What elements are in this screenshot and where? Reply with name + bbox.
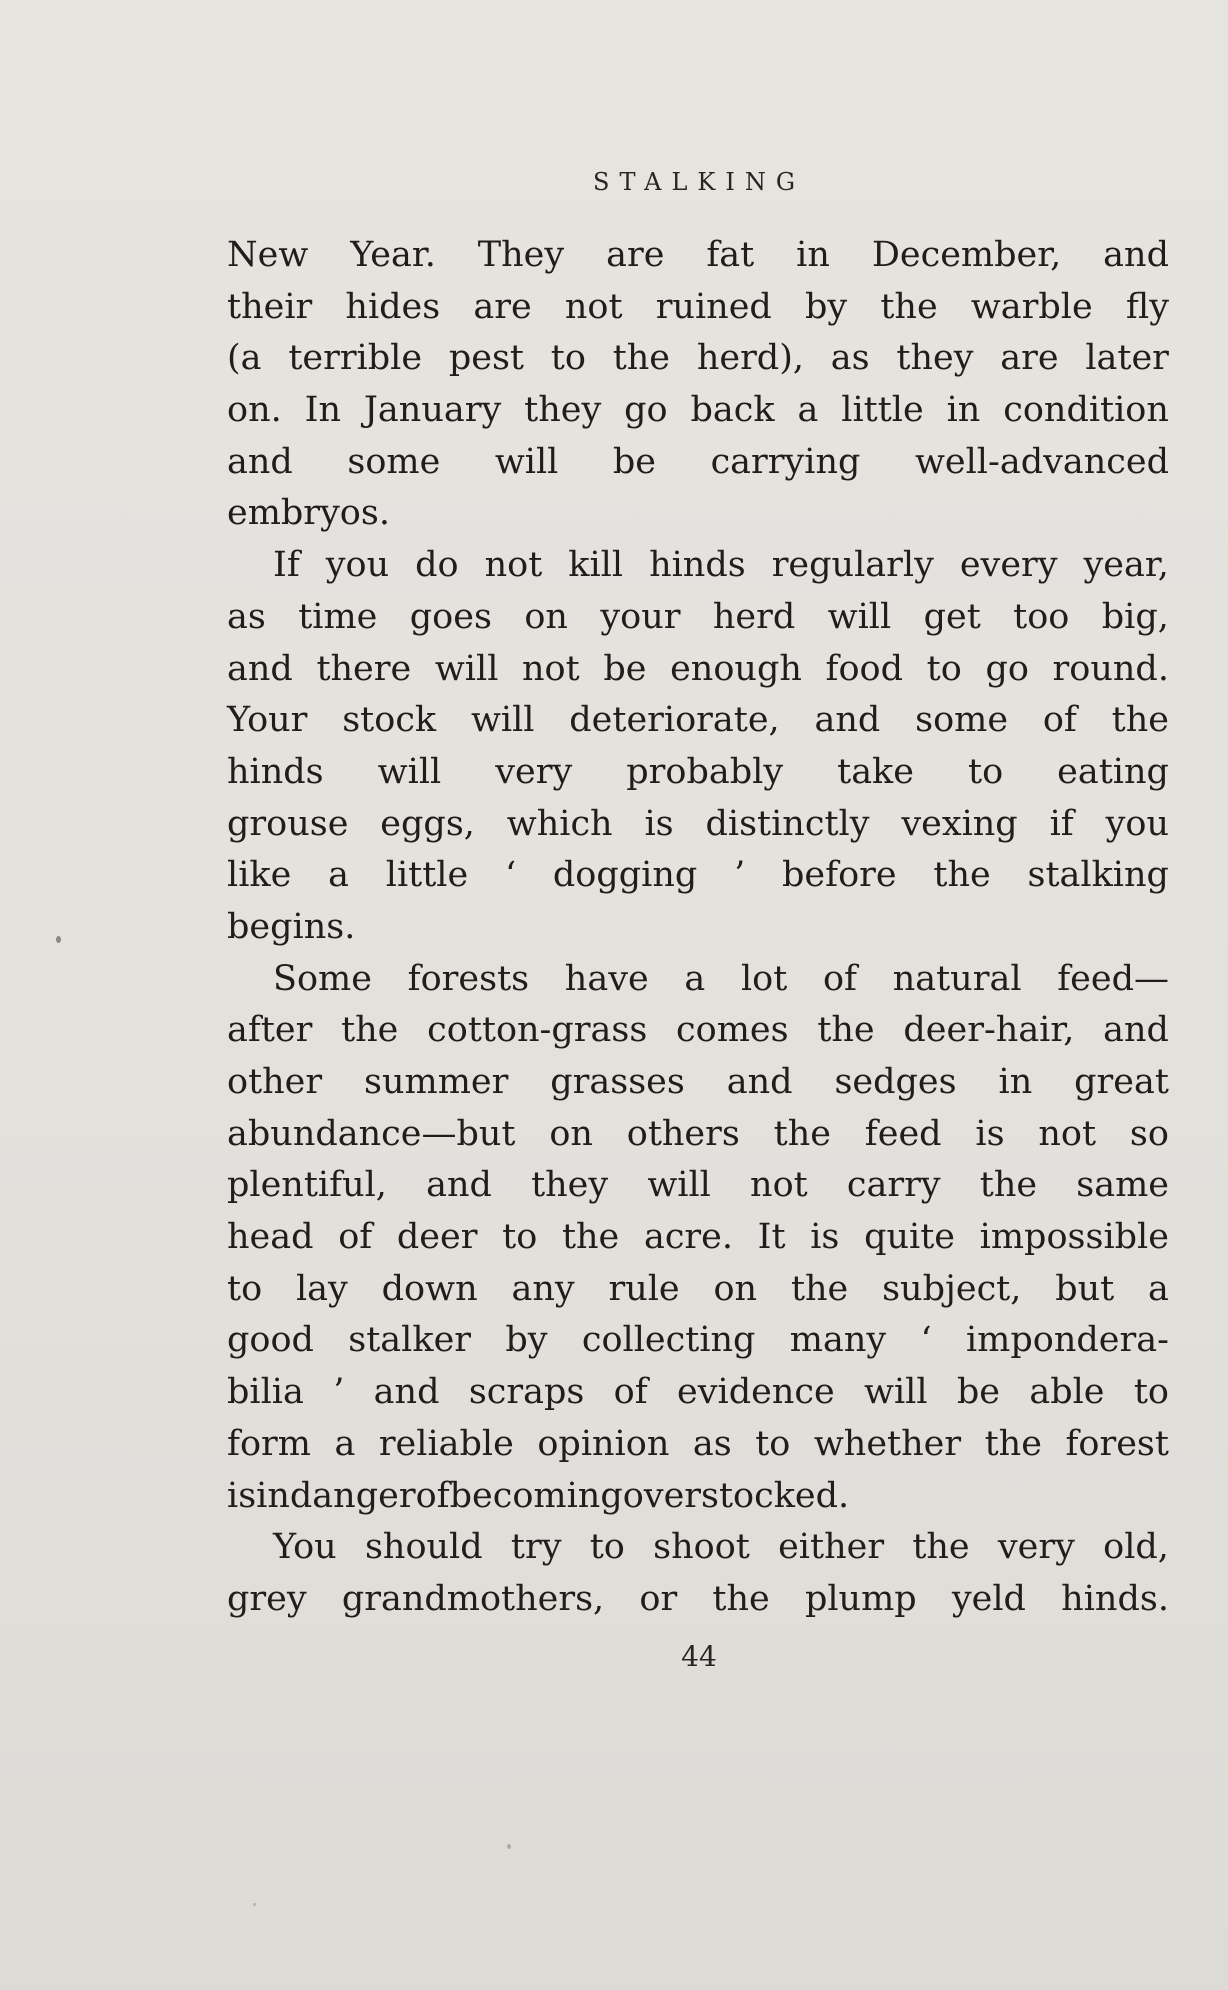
word: before bbox=[782, 855, 897, 896]
word: herd), bbox=[696, 338, 804, 379]
word: are bbox=[473, 286, 532, 327]
word: by bbox=[805, 286, 848, 327]
word: will bbox=[434, 648, 499, 689]
word: on bbox=[713, 1268, 758, 1309]
word: old, bbox=[1103, 1527, 1169, 1568]
word: plump bbox=[804, 1578, 917, 1619]
word: stock bbox=[342, 700, 437, 741]
word: plentiful, bbox=[227, 1165, 387, 1206]
word: every bbox=[959, 545, 1058, 586]
word: pest bbox=[448, 338, 524, 379]
word: dogging bbox=[552, 855, 698, 896]
word: the bbox=[1111, 700, 1169, 741]
word: fly bbox=[1125, 286, 1169, 327]
word: herd bbox=[712, 596, 796, 637]
word: and bbox=[227, 648, 293, 689]
word: regularly bbox=[771, 545, 934, 586]
text-line bbox=[227, 1057, 1169, 1109]
word: to bbox=[968, 751, 1004, 792]
text-line bbox=[227, 1264, 1169, 1316]
text-line bbox=[227, 230, 1169, 282]
word: the bbox=[790, 1268, 849, 1309]
text-line bbox=[227, 695, 1169, 747]
text-line bbox=[227, 437, 1169, 489]
word: the bbox=[979, 1165, 1038, 1206]
text-line bbox=[227, 1471, 1169, 1523]
word: little bbox=[841, 390, 924, 431]
word: January bbox=[363, 390, 502, 431]
word: any bbox=[511, 1268, 575, 1309]
text-line bbox=[227, 333, 1169, 385]
word: overstocked. bbox=[622, 1475, 850, 1516]
word: condition bbox=[1003, 390, 1169, 431]
word: ’ bbox=[734, 855, 746, 896]
word: the bbox=[712, 1578, 770, 1619]
word: you bbox=[1105, 803, 1169, 844]
word: cotton-grass bbox=[427, 1010, 648, 1051]
word: ‘ bbox=[504, 855, 517, 896]
word: good bbox=[227, 1320, 314, 1361]
word: of bbox=[1042, 700, 1077, 741]
word: to bbox=[227, 1268, 263, 1309]
word: ‘ bbox=[920, 1320, 932, 1361]
word: shoot bbox=[653, 1527, 750, 1568]
word: vexing bbox=[901, 803, 1018, 844]
word: their bbox=[227, 286, 313, 327]
word: hinds bbox=[649, 545, 746, 586]
word: grouse bbox=[227, 803, 349, 844]
word: take bbox=[837, 751, 914, 792]
word: warble bbox=[970, 286, 1093, 327]
word: deer-hair, bbox=[903, 1010, 1075, 1051]
word: impondera- bbox=[965, 1320, 1169, 1361]
word: will bbox=[647, 1165, 711, 1206]
word: will bbox=[827, 596, 892, 637]
word: the bbox=[912, 1527, 970, 1568]
word: be bbox=[612, 441, 657, 482]
word: you bbox=[325, 545, 390, 586]
word: and bbox=[726, 1062, 793, 1102]
text-line bbox=[227, 282, 1169, 334]
word: the bbox=[880, 286, 938, 327]
word: hinds. bbox=[1061, 1578, 1169, 1619]
word: go bbox=[985, 648, 1029, 689]
word: time bbox=[298, 596, 378, 637]
word: in bbox=[256, 1475, 290, 1516]
word: a bbox=[334, 1423, 356, 1464]
text-line bbox=[227, 1315, 1169, 1367]
word: to bbox=[1133, 1372, 1169, 1413]
word: rule bbox=[608, 1268, 680, 1309]
word: becoming bbox=[449, 1475, 623, 1516]
word: not bbox=[484, 545, 543, 586]
word: begins. bbox=[227, 906, 356, 947]
word: round. bbox=[1052, 648, 1169, 689]
word: on bbox=[524, 596, 568, 637]
word: on bbox=[549, 1113, 593, 1154]
word: and bbox=[814, 700, 881, 741]
word: in bbox=[998, 1062, 1033, 1102]
word: feed bbox=[864, 1113, 942, 1154]
word: of bbox=[613, 1372, 648, 1413]
word: a bbox=[1148, 1268, 1169, 1309]
word: yeld bbox=[951, 1578, 1026, 1619]
word: is bbox=[644, 803, 674, 844]
word: which bbox=[506, 803, 613, 844]
word: deer bbox=[396, 1217, 478, 1258]
word: so bbox=[1129, 1113, 1169, 1154]
word: of bbox=[338, 1217, 373, 1258]
word: summer bbox=[364, 1062, 509, 1102]
word: not bbox=[750, 1165, 808, 1206]
word: distinctly bbox=[705, 803, 870, 844]
word: have bbox=[564, 958, 649, 999]
word: big, bbox=[1101, 596, 1169, 637]
word: like bbox=[227, 855, 292, 896]
word: natural bbox=[892, 958, 1022, 999]
word: year, bbox=[1083, 545, 1169, 586]
word: lay bbox=[295, 1268, 348, 1309]
text-line bbox=[227, 1160, 1169, 1212]
word: other bbox=[227, 1062, 323, 1102]
text-line bbox=[227, 799, 1169, 851]
word: others bbox=[626, 1113, 740, 1154]
word: they bbox=[896, 338, 974, 379]
word: go bbox=[624, 390, 668, 431]
word: opinion bbox=[537, 1423, 670, 1464]
running-head: STALKING bbox=[593, 168, 805, 196]
word: not bbox=[1038, 1113, 1097, 1154]
word: to bbox=[550, 338, 586, 379]
text-line bbox=[227, 592, 1169, 644]
word: same bbox=[1076, 1165, 1169, 1206]
word: to bbox=[926, 648, 962, 689]
word: abundance—but bbox=[227, 1113, 516, 1154]
word: grandmothers, bbox=[341, 1578, 605, 1619]
word: they bbox=[531, 1165, 609, 1206]
word: or bbox=[639, 1578, 678, 1619]
word: If bbox=[273, 545, 300, 586]
word: will bbox=[377, 751, 442, 792]
word: are bbox=[1000, 338, 1059, 379]
word: embryos. bbox=[227, 493, 390, 534]
text-line bbox=[227, 1419, 1169, 1471]
word: will bbox=[864, 1372, 928, 1413]
word: not bbox=[522, 648, 580, 689]
word: in bbox=[946, 390, 981, 431]
word: stalker bbox=[348, 1320, 472, 1361]
word: It bbox=[757, 1217, 786, 1258]
word: fat bbox=[706, 235, 755, 275]
word: and bbox=[1103, 1010, 1169, 1051]
word: subject, bbox=[882, 1268, 1022, 1309]
word: is bbox=[227, 1475, 257, 1516]
word: many bbox=[789, 1320, 887, 1361]
word: carrying bbox=[710, 441, 861, 482]
word: not bbox=[564, 286, 623, 327]
word: and bbox=[426, 1165, 492, 1206]
text-line bbox=[227, 1522, 1169, 1574]
text-line bbox=[227, 1005, 1169, 1057]
word: and bbox=[227, 441, 293, 482]
word: as bbox=[830, 338, 870, 379]
word: by bbox=[505, 1320, 548, 1361]
word: whether bbox=[813, 1423, 962, 1464]
text-line bbox=[227, 954, 1169, 1006]
word: the bbox=[341, 1010, 399, 1051]
word: forest bbox=[1065, 1423, 1169, 1464]
word: of bbox=[822, 958, 858, 999]
word: hinds bbox=[227, 751, 324, 792]
word: of bbox=[415, 1475, 450, 1516]
word: if bbox=[1049, 803, 1074, 844]
text-line bbox=[227, 1574, 1169, 1626]
word: and bbox=[373, 1372, 440, 1413]
text-line bbox=[227, 540, 1169, 592]
word: the bbox=[561, 1217, 620, 1258]
word: evidence bbox=[677, 1372, 835, 1413]
word: the bbox=[817, 1010, 875, 1051]
word: little bbox=[385, 855, 469, 896]
word: there bbox=[316, 648, 412, 689]
word: grasses bbox=[550, 1062, 685, 1102]
word: too bbox=[1013, 596, 1070, 637]
word: very bbox=[495, 751, 573, 792]
word: back bbox=[690, 390, 775, 431]
text-line bbox=[227, 902, 1169, 954]
word: scraps bbox=[468, 1372, 585, 1413]
word: will bbox=[494, 441, 559, 482]
word: goes bbox=[409, 596, 492, 637]
word: a bbox=[328, 855, 349, 896]
text-line bbox=[227, 1367, 1169, 1419]
word: forests bbox=[407, 958, 530, 999]
word: later bbox=[1085, 338, 1169, 379]
word: are bbox=[606, 235, 665, 275]
word: great bbox=[1074, 1062, 1169, 1102]
word: enough bbox=[670, 648, 802, 689]
word: stalking bbox=[1027, 855, 1169, 896]
word: eggs, bbox=[380, 803, 475, 844]
word: quite bbox=[864, 1217, 955, 1258]
word: on. bbox=[227, 390, 282, 431]
word: is bbox=[810, 1217, 840, 1258]
word: be bbox=[603, 648, 647, 689]
word: the bbox=[612, 338, 671, 379]
word: ruined bbox=[655, 286, 772, 327]
word: food bbox=[825, 648, 904, 689]
text-line bbox=[227, 488, 1169, 540]
text-line bbox=[227, 385, 1169, 437]
word: danger bbox=[289, 1475, 416, 1516]
word: the bbox=[984, 1423, 1042, 1464]
word: reliable bbox=[378, 1423, 514, 1464]
word: down bbox=[381, 1268, 478, 1309]
word: a bbox=[684, 958, 706, 999]
word: some bbox=[915, 700, 1009, 741]
paper-speck bbox=[507, 1844, 511, 1849]
word: to bbox=[755, 1423, 791, 1464]
text-line bbox=[227, 644, 1169, 696]
word: kill bbox=[568, 545, 624, 586]
word: some bbox=[347, 441, 441, 482]
word: Your bbox=[227, 700, 308, 741]
word: to bbox=[502, 1217, 538, 1258]
page-number: 44 bbox=[681, 1640, 717, 1673]
word: they bbox=[524, 390, 602, 431]
word: able bbox=[1029, 1372, 1105, 1413]
word: but bbox=[1055, 1268, 1115, 1309]
word: New bbox=[227, 235, 309, 275]
word: should bbox=[364, 1527, 483, 1568]
word: terrible bbox=[288, 338, 423, 379]
word: acre. bbox=[643, 1217, 733, 1258]
word: be bbox=[956, 1372, 1001, 1413]
word: either bbox=[778, 1527, 885, 1568]
word: carry bbox=[846, 1165, 941, 1206]
word: Some bbox=[273, 958, 372, 999]
word: eating bbox=[1057, 751, 1169, 792]
body-text bbox=[227, 230, 1169, 1626]
word: will bbox=[470, 700, 535, 741]
word: try bbox=[510, 1527, 562, 1568]
word: ’ bbox=[333, 1372, 345, 1413]
word: probably bbox=[626, 751, 784, 792]
word: (a bbox=[227, 338, 262, 379]
word: bilia bbox=[227, 1372, 304, 1413]
word: collecting bbox=[581, 1320, 756, 1361]
word: do bbox=[415, 545, 459, 586]
word: in bbox=[796, 235, 830, 275]
word: a bbox=[797, 390, 819, 431]
word: as bbox=[227, 596, 266, 637]
word: deteriorate, bbox=[569, 700, 780, 741]
text-line bbox=[227, 850, 1169, 902]
word: comes bbox=[676, 1010, 789, 1051]
word: Year. bbox=[350, 235, 436, 275]
word: your bbox=[600, 596, 681, 637]
text-line bbox=[227, 1109, 1169, 1161]
word: grey bbox=[227, 1578, 307, 1619]
word: very bbox=[997, 1527, 1075, 1568]
text-line bbox=[227, 1212, 1169, 1264]
word: as bbox=[692, 1423, 732, 1464]
word: form bbox=[227, 1423, 311, 1464]
paper-speck bbox=[56, 936, 61, 943]
word: feed— bbox=[1057, 958, 1169, 999]
word: They bbox=[477, 235, 565, 275]
word: hides bbox=[345, 286, 441, 327]
word: impossible bbox=[979, 1217, 1169, 1258]
word: December, bbox=[871, 235, 1062, 275]
word: In bbox=[304, 390, 342, 431]
word: well-advanced bbox=[914, 441, 1169, 482]
word: the bbox=[773, 1113, 831, 1154]
word: the bbox=[933, 855, 991, 896]
word: to bbox=[589, 1527, 625, 1568]
word: is bbox=[975, 1113, 1005, 1154]
word: You bbox=[273, 1527, 337, 1568]
word: lot bbox=[740, 958, 788, 999]
text-line bbox=[227, 747, 1169, 799]
word: after bbox=[227, 1010, 313, 1051]
paper-speck bbox=[253, 1903, 256, 1906]
word: head bbox=[227, 1217, 314, 1258]
word: get bbox=[923, 596, 981, 637]
word: sedges bbox=[834, 1062, 957, 1102]
word: and bbox=[1103, 235, 1169, 275]
